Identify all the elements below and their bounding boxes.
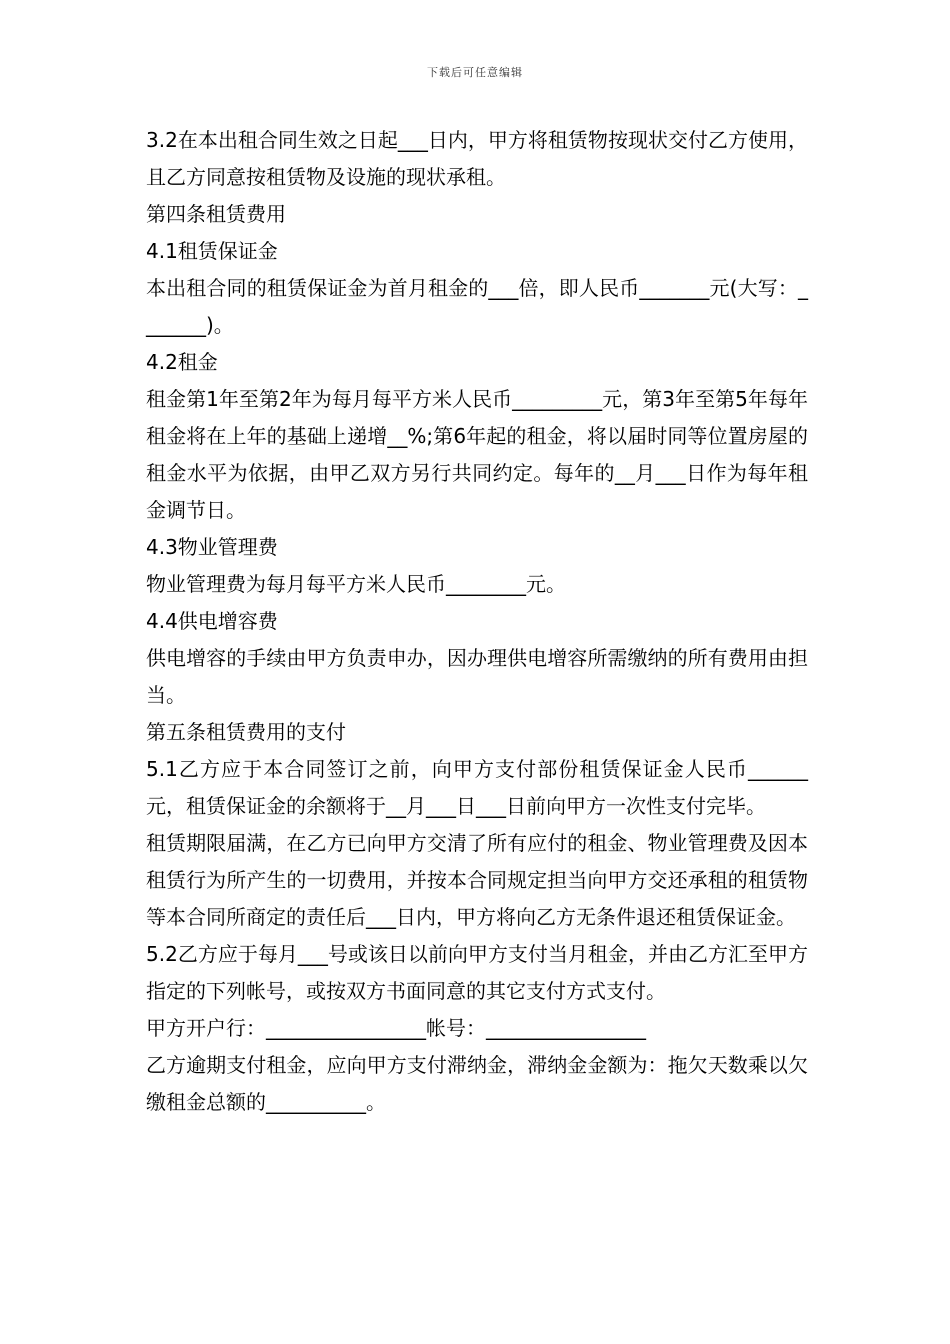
clause-4-1-text: 本出租合同的租赁保证金为首月租金的___倍，即人民币_______元(大写：_______)。	[146, 276, 808, 337]
clause-5-1-text: 5.1乙方应于本合同签订之前，向甲方支付部份租赁保证金人民币______元，租赁保证金的余额将于__月___日___日前向甲方一次性支付完毕。	[146, 757, 808, 818]
document-body	[146, 122, 808, 1121]
late-fee-text: 乙方逾期支付租金，应向甲方支付滞纳金，滞纳金金额为：拖欠天数乘以欠缴租金总额的__________。	[146, 1053, 808, 1114]
deposit-refund-text: 租赁期限届满，在乙方已向甲方交清了所有应付的租金、物业管理费及因本租赁行为所产生的一切费用，并按本合同规定担当向甲方交还承租的租赁物等本合同所商定的责任后___日内，甲方将向乙方无条件退还租赁保证金。	[146, 831, 808, 929]
clause-4-4-heading: 4.4供电增容费	[146, 609, 278, 633]
clause-4-3-heading: 4.3物业管理费	[146, 535, 278, 559]
clause-5-2-text: 5.2乙方应于每月___号或该日以前向甲方支付当月租金，并由乙方汇至甲方指定的下列帐号，或按双方书面同意的其它支付方式支付。	[146, 942, 808, 1003]
clause-4-2-heading: 4.2租金	[146, 350, 218, 374]
clause-4-1-heading: 4.1租赁保证金	[146, 239, 278, 263]
article-5-heading: 第五条租赁费用的支付	[146, 720, 346, 744]
clause-3-2: 3.2在本出租合同生效之日起___日内，甲方将租赁物按现状交付乙方使用，且乙方同意按租赁物及设施的现状承租。	[146, 128, 808, 189]
clause-4-4-text: 供电增容的手续由甲方负责申办，因办理供电增容所需缴纳的所有费用由担当。	[146, 646, 808, 707]
bank-account-line: 甲方开户行：________________帐号：________________	[146, 1016, 646, 1040]
article-4-heading: 第四条租赁费用	[146, 202, 286, 226]
clause-4-2-text: 租金第1年至第2年为每月每平方米人民币_________元，第3年至第5年每年租金将在上年的基础上递增__%;第6年起的租金，将以届时同等位置房屋的租金水平为依据，由甲乙双方另行共同约定。每年的__月___日作为每年租金调节日。	[146, 387, 808, 522]
clause-4-3-text: 物业管理费为每月每平方米人民币________元。	[146, 572, 566, 596]
page-header: 下载后可任意编辑	[427, 66, 523, 79]
